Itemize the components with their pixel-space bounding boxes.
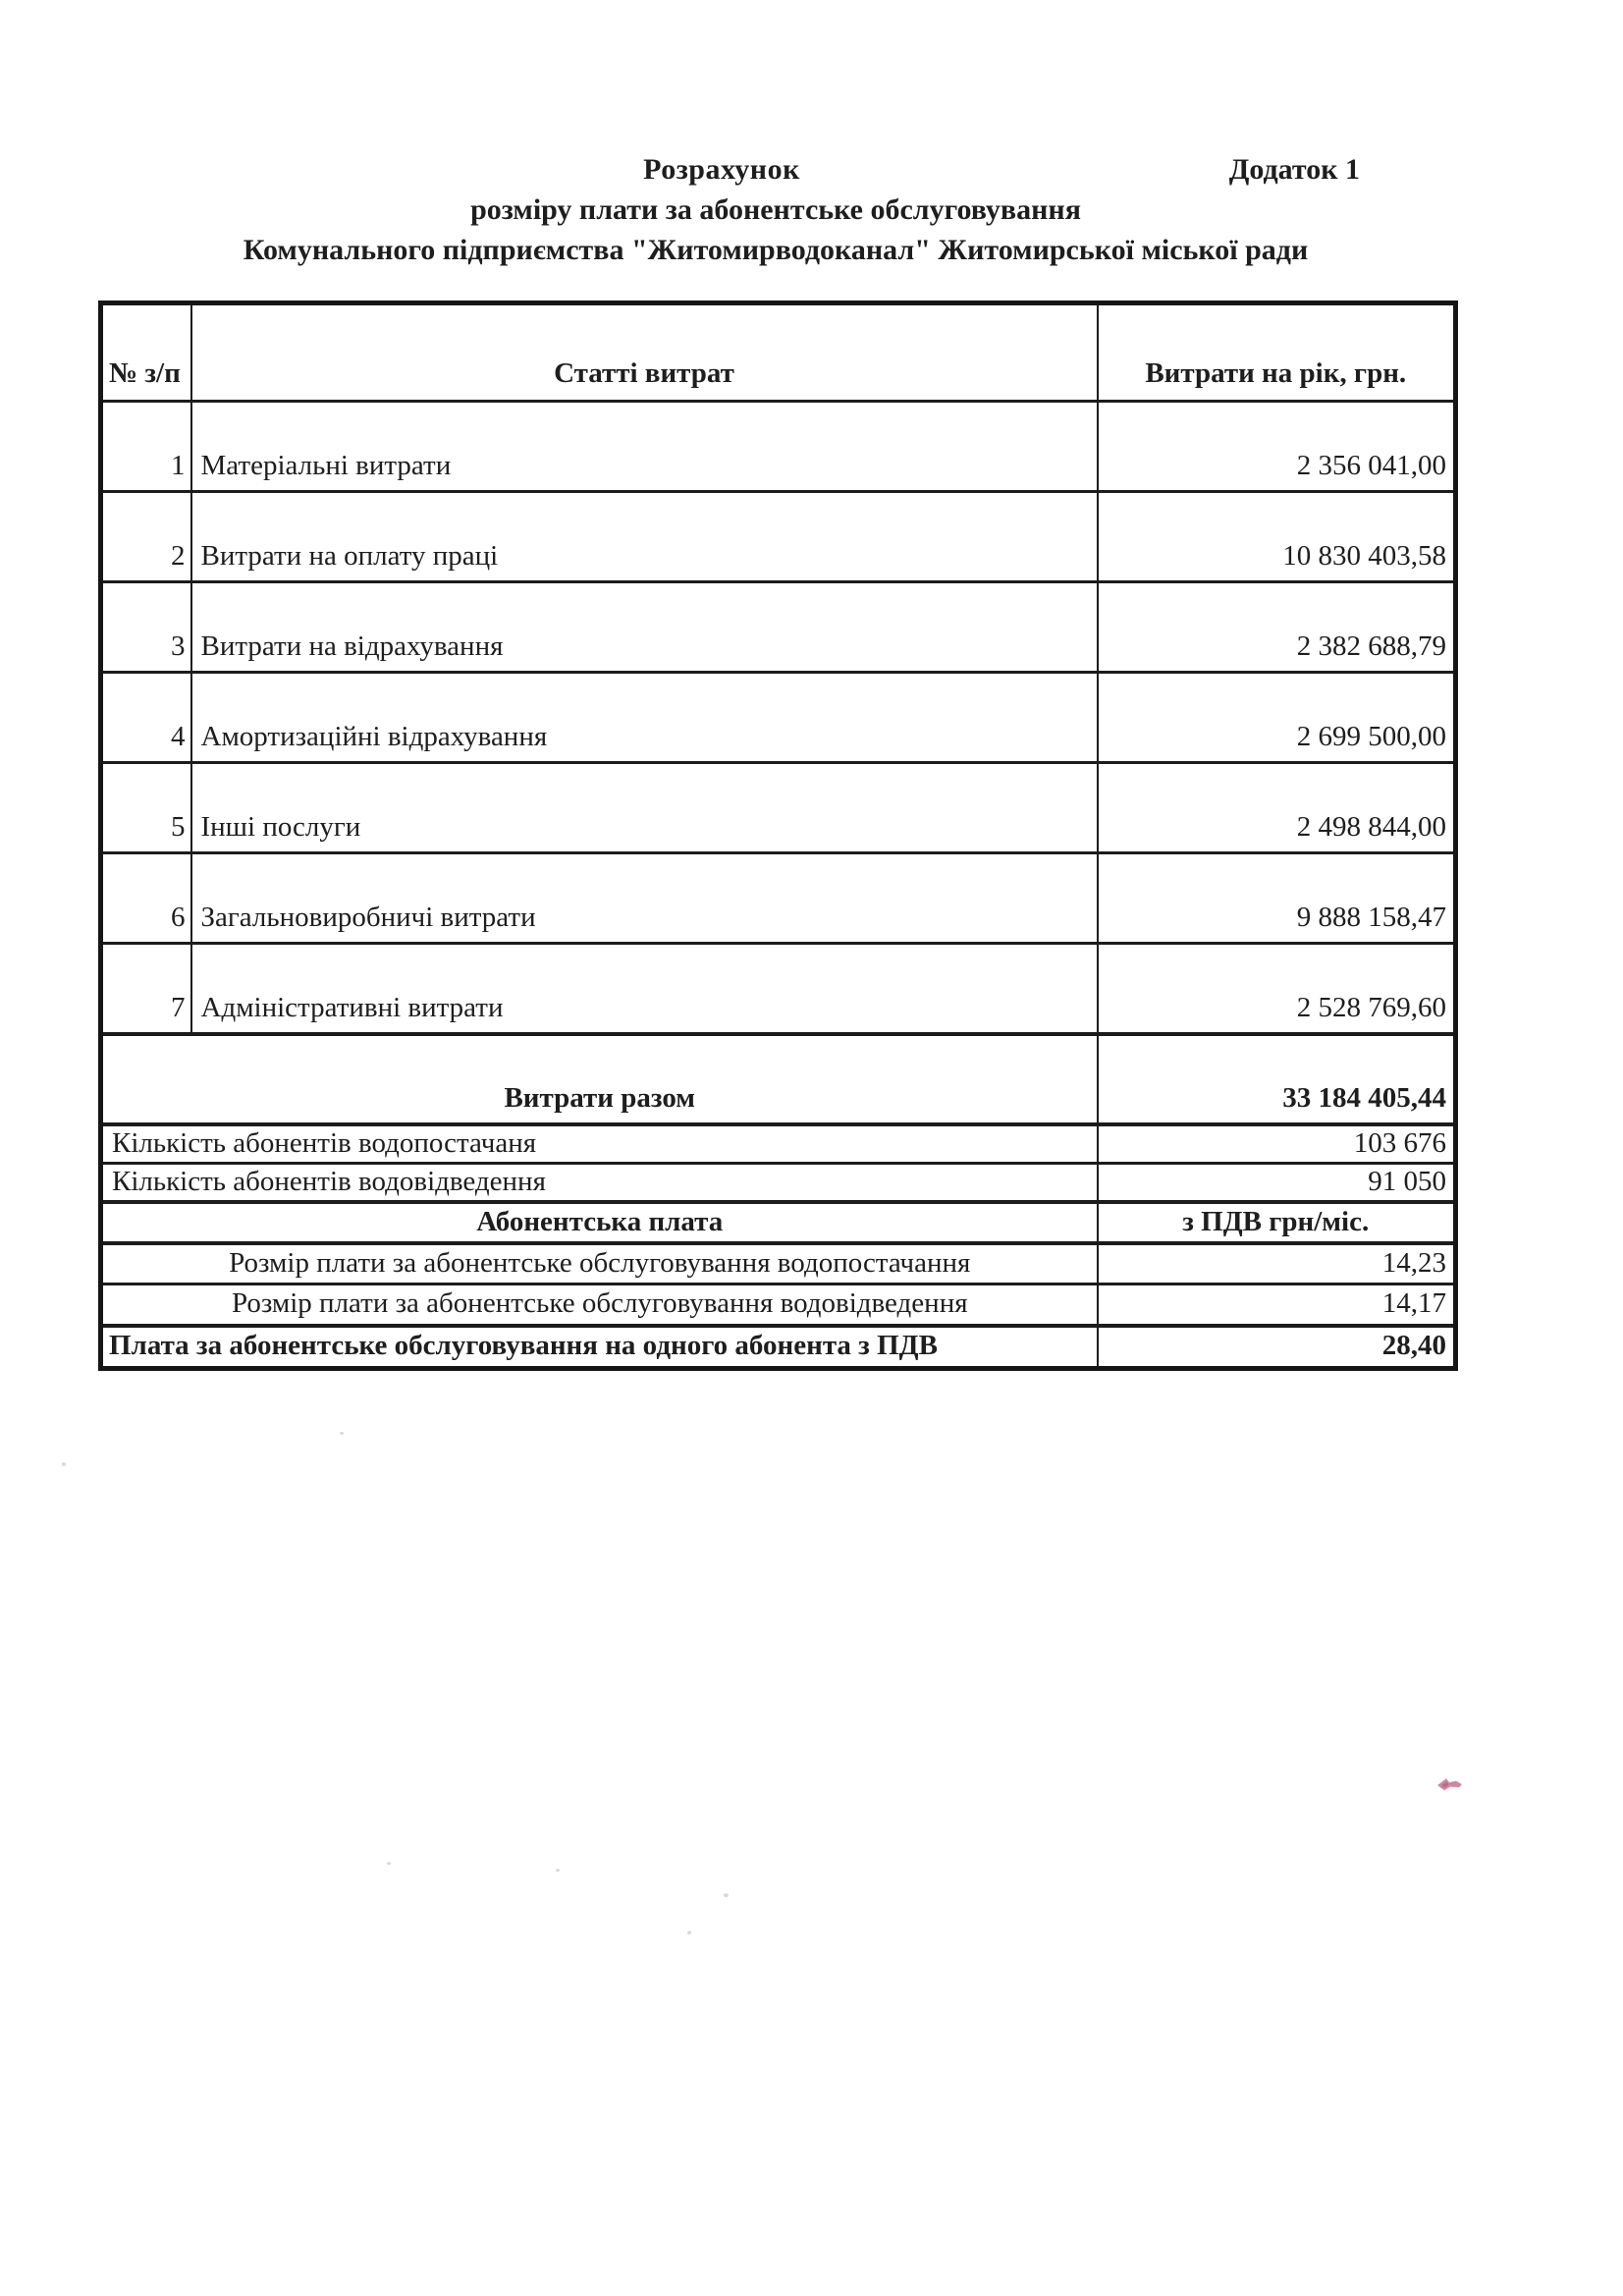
expense-value: 10 830 403,58	[1098, 492, 1456, 582]
expense-label: Витрати на оплату праці	[191, 492, 1098, 582]
total-label: Витрати разом	[101, 1034, 1098, 1124]
fee-section-label: Абонентська плата	[101, 1202, 1098, 1243]
expense-value: 2 498 844,00	[1098, 763, 1456, 853]
page-title: Розрахунок	[643, 153, 800, 186]
expense-row	[101, 853, 1456, 944]
document-header	[98, 149, 1453, 270]
scan-speck	[340, 1432, 344, 1435]
final-row-value: 28,40	[1098, 1326, 1456, 1369]
expense-value: 2 382 688,79	[1098, 582, 1456, 673]
appendix-label: Додаток 1	[1228, 153, 1360, 186]
expense-label: Адміністративні витрати	[191, 944, 1098, 1034]
col-header-num: № з/п	[101, 303, 191, 402]
expense-row	[101, 944, 1456, 1034]
expense-row	[101, 402, 1456, 492]
expense-label: Витрати на відрахування	[191, 582, 1098, 673]
expense-number: 4	[101, 673, 191, 763]
final-total-row	[101, 1326, 1456, 1369]
expense-row	[101, 763, 1456, 853]
table-header-row	[101, 303, 1456, 402]
fee-row-label: Розмір плати за абонентське обслуговування водопостачання	[101, 1243, 1098, 1285]
expense-label: Інші послуги	[191, 763, 1098, 853]
scan-speck	[724, 1893, 729, 1897]
expense-label: Матеріальні витрати	[191, 402, 1098, 492]
page-subtitle: розміру плати за абонентське обслуговування	[470, 193, 1081, 226]
fee-row-value: 14,23	[1098, 1243, 1456, 1285]
scan-speck	[687, 1931, 691, 1935]
expense-label: Загальновиробничі витрати	[191, 853, 1098, 944]
fee-unit-label: з ПДВ грн/міс.	[1098, 1202, 1456, 1243]
fee-row-label: Розмір плати за абонентське обслуговування водовідведення	[101, 1285, 1098, 1326]
total-row	[101, 1034, 1456, 1124]
final-row-label: Плата за абонентське обслуговування на одного абонента з ПДВ	[101, 1326, 1098, 1369]
expense-value: 2 528 769,60	[1098, 944, 1456, 1034]
expense-row	[101, 492, 1456, 582]
total-value: 33 184 405,44	[1098, 1034, 1456, 1124]
subscriber-count-row	[101, 1163, 1456, 1202]
organization-name: Комунального підприємства "Житомирводоканал" Житомирської міської ради	[243, 234, 1309, 266]
expense-number: 2	[101, 492, 191, 582]
subscriber-count-value: 103 676	[1098, 1124, 1456, 1164]
expense-number: 5	[101, 763, 191, 853]
subscriber-count-row	[101, 1124, 1456, 1164]
col-header-item: Статті витрат	[191, 303, 1098, 402]
fee-row	[101, 1243, 1456, 1285]
expense-number: 1	[101, 402, 191, 492]
scan-speck	[387, 1862, 391, 1865]
expense-number: 3	[101, 582, 191, 673]
fee-section-header-row	[101, 1202, 1456, 1243]
expense-label: Амортизаційні відрахування	[191, 673, 1098, 763]
expense-row	[101, 673, 1456, 763]
scan-speck	[62, 1462, 66, 1466]
expense-row	[101, 582, 1456, 673]
subscriber-count-label: Кількість абонентів водопостачаня	[101, 1124, 1098, 1164]
fee-row-value: 14,17	[1098, 1285, 1456, 1326]
expense-value: 2 699 500,00	[1098, 673, 1456, 763]
expenses-table	[98, 301, 1458, 1371]
scan-speck	[556, 1869, 560, 1872]
expense-number: 6	[101, 853, 191, 944]
fee-row	[101, 1285, 1456, 1326]
subscriber-count-value: 91 050	[1098, 1163, 1456, 1202]
subscriber-count-label: Кількість абонентів водовідведення	[101, 1163, 1098, 1202]
expense-value: 9 888 158,47	[1098, 853, 1456, 944]
col-header-value: Витрати на рік, грн.	[1098, 303, 1456, 402]
expense-number: 7	[101, 944, 191, 1034]
pink-ink-mark	[1435, 1777, 1465, 1796]
expense-value: 2 356 041,00	[1098, 402, 1456, 492]
